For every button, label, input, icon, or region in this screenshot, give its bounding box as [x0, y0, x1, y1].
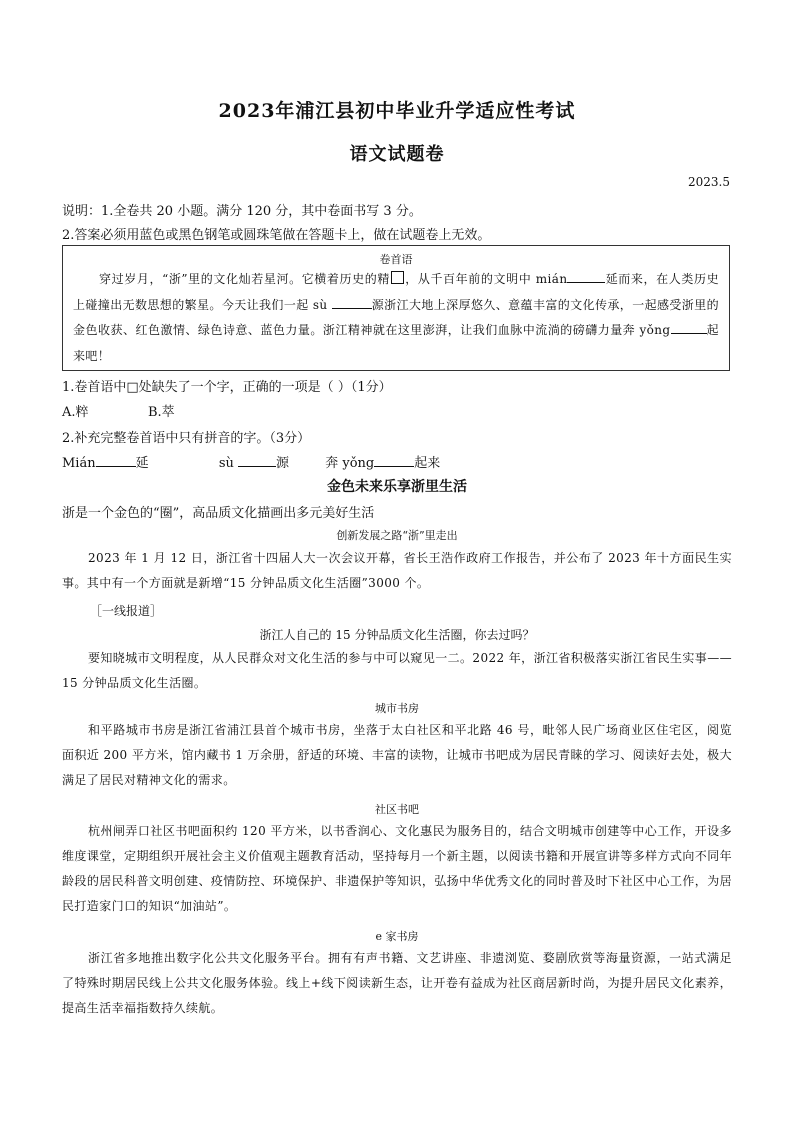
question-2-blanks — [62, 452, 440, 471]
question-1-option-b: B.萃 — [148, 405, 175, 420]
question-2-stem: 2.补充完整卷首语中只有拼音的字。（3分） — [62, 431, 311, 446]
q2-answer-su[interactable] — [238, 453, 276, 467]
preface-part-5: 起来吧！ — [73, 323, 719, 363]
q2-label-mian: Mián — [62, 456, 96, 471]
report-label: ［一线报道］ — [90, 604, 163, 618]
question-1-option-a: A.粹 — [62, 405, 89, 420]
heading-city-bookroom: 城市书房 — [375, 702, 419, 715]
article-paragraph-5: 浙江省多地推出数字化公共文化服务平台。拥有有声书籍、文艺讲座、非遗浏览、婺剧欣赏等海量资源，一站式满足了特殊时期居民线上公共文化服务体验。线上+线下阅读新生态，让开卷有益成为社区商居新时尚，为提升居民文化素养，提高生活幸福指数持久续航。 — [62, 951, 732, 1015]
preface-part-2: ，从千百年前的文明中 mián — [405, 272, 568, 286]
q2-answer-mian[interactable] — [96, 453, 136, 467]
preface-title: 卷首语 — [379, 253, 413, 266]
heading-e-home-bookroom: e 家书房 — [375, 930, 419, 943]
article-paragraph-4: 杭州闸弄口社区书吧面积约 120 平方米，以书香润心、文化惠民为服务目的，结合文明城市创建等中心工作，开设多维度课堂，定期组织开展社会主义价值观主题教育活动，坚持每月一个新主题，以阅读书籍和开展宣讲等多样方式向不同年龄段的居民科普文明创建、疫情防控、环境保护、非遗保护等知识，弘扬中华优秀文化的同时普及时下社区中心工作，为居民打造家门口的知识“加油站”。 — [62, 824, 732, 913]
article-paragraph-1: 2023 年 1 月 12 日，浙江省十四届人大一次会议开幕，省长王浩作政府工作报告，并公布了 2023 年十方面民生实事。其中有一个方面就是新增“15 分钟品质文化生活圈”3000 个。 — [62, 551, 732, 590]
report-title: 浙江人自己的 15 分钟品质文化生活圈，你去过吗？ — [259, 628, 535, 642]
pinyin-blank-mian — [567, 269, 605, 283]
q2-label-yong: 奔 yǒng — [325, 456, 375, 471]
article-paragraph-2: 要知晓城市文明程度，从人民群众对文化生活的参与中可以窥见一二。2022 年，浙江省积极落实浙江省民生实事——15 分钟品质文化生活圈。 — [62, 651, 732, 690]
heading-community-bookbar: 社区书吧 — [375, 803, 419, 816]
exam-title: 2023年浦江县初中毕业升学适应性考试 — [218, 100, 576, 122]
article-lead: 浙是一个金色的“圈”，高品质文化描画出多元美好生活 — [62, 506, 375, 521]
preface-box — [62, 245, 730, 371]
pinyin-blank-su — [332, 295, 372, 309]
q2-answer-yong[interactable] — [374, 453, 414, 467]
article-paragraph-3: 和平路城市书房是浙江省浦江县首个城市书房，坐落于太白社区和平北路 46 号，毗邻人民广场商业区住宅区，阅览面积近 200 平方米，馆内藏书 1 万余册，舒适的环境、丰富的读物，让城市书吧成为居民青睐的学习、阅读好去处，极大满足了居民对精神文化的需求。 — [62, 723, 732, 787]
preface-text — [63, 267, 729, 369]
preface-part-4: 源浙江大地上深厚悠久、意蕴丰富的文化传承，一起感受浙里的金色收获、红色激情、绿色诗意、蓝色力量。浙江精神就在这里澎湃，让我们血脉中流淌的磅礴力量奔 yǒng — [73, 297, 720, 337]
q2-label-su: sù — [218, 456, 234, 471]
article-subtitle: 创新发展之路“浙”里走出 — [336, 529, 458, 542]
preface-part-1: 穿过岁月，“浙”里的文化灿若星河。它横着历史的精 — [99, 272, 390, 286]
q2-suffix-1: 延 — [135, 456, 149, 471]
q2-suffix-2: 源 — [275, 456, 289, 471]
instruction-line-1: 说明：1.全卷共 20 小题。满分 120 分，其中卷面书写 3 分。 — [62, 204, 422, 219]
exam-subtitle: 语文试题卷 — [349, 144, 445, 165]
q2-suffix-3: 起来 — [414, 456, 441, 471]
question-1-stem: 1.卷首语中□处缺失了一个字，正确的一项是（ ）（1分） — [62, 380, 392, 395]
preface-part-3: 延而来，在人类历史上碰撞出无数思想的繁星。今天让我们一起 sù — [73, 272, 720, 312]
missing-char-box — [391, 271, 404, 284]
pinyin-blank-yong — [671, 320, 707, 334]
article-section-title: 金色未来乐享浙里生活 — [327, 479, 467, 495]
instruction-line-2: 2.答案必须用蓝色或黑色钢笔或圆珠笔做在答题卡上，做在试题卷上无效。 — [62, 228, 491, 243]
exam-date: 2023.5 — [688, 175, 730, 189]
